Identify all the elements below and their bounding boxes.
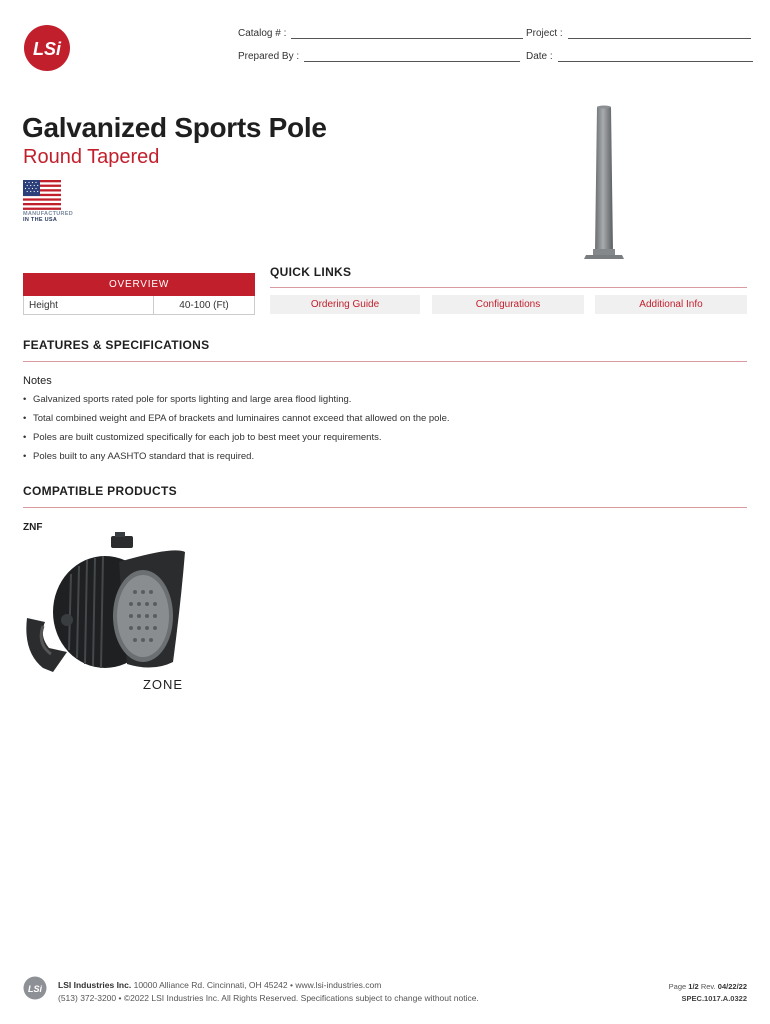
overview-row-height: [23, 296, 255, 315]
note-text: Galvanized sports rated pole for sports lighting and large area flood lighting.: [33, 394, 352, 405]
notes-list: [23, 394, 450, 470]
bullet: •: [23, 432, 27, 443]
list-item: [23, 394, 450, 413]
project-field: [526, 27, 751, 39]
note-text: Poles are built customized specifically for each job to best meet your requirements.: [33, 432, 382, 443]
page-label: Page: [668, 982, 687, 991]
znf-label: ZNF: [23, 522, 43, 533]
project-label: Project :: [526, 28, 563, 39]
svg-text:LSi: LSi: [27, 984, 43, 994]
footer-address-text: 10000 Alliance Rd. Cincinnati, OH 45242 • www.lsi-industries.com: [133, 980, 382, 990]
zone-brand-text: ZONE: [142, 677, 184, 692]
ordering-guide-link[interactable]: Ordering Guide: [270, 295, 420, 314]
bullet: •: [23, 413, 27, 424]
features-heading: FEATURES & SPECIFICATIONS: [23, 338, 210, 352]
footer-page-info: [669, 982, 747, 991]
bullet: •: [23, 451, 27, 462]
footer-company: LSI Industries Inc.: [58, 980, 132, 990]
list-item: [23, 432, 450, 451]
note-text: Poles built to any AASHTO standard that is required.: [33, 451, 255, 462]
overview-label: Height: [24, 296, 154, 314]
lsi-logo-icon: [23, 24, 71, 72]
svg-text:LSi: LSi: [32, 39, 62, 59]
made-line-1: MANUFACTURED: [23, 211, 74, 217]
catalog-input-line[interactable]: [291, 27, 523, 39]
additional-info-link[interactable]: Additional Info: [595, 295, 747, 314]
catalog-field: [238, 27, 523, 39]
notes-label: Notes: [23, 375, 52, 387]
product-title: Galvanized Sports Pole: [22, 112, 327, 143]
prepared-label: Prepared By :: [238, 51, 300, 62]
usa-flag-icon: [23, 180, 61, 210]
project-input-line[interactable]: [568, 27, 751, 39]
date-input-line[interactable]: [558, 50, 753, 62]
bullet: •: [23, 394, 27, 405]
footer-lsi-logo-icon: [23, 976, 47, 1000]
note-text: Total combined weight and EPA of brackets and luminaires cannot exceed that allowed on the pole.: [33, 413, 450, 424]
date-label: Date :: [526, 51, 553, 62]
quick-links-heading: QUICK LINKS: [270, 265, 352, 279]
compatible-heading: COMPATIBLE PRODUCTS: [23, 484, 177, 498]
date-field: [526, 50, 753, 62]
prepared-input-line[interactable]: [304, 50, 520, 62]
configurations-link[interactable]: Configurations: [432, 295, 584, 314]
footer-spec-code: SPEC.1017.A.0322: [681, 994, 747, 1003]
pole-image: [584, 105, 626, 265]
list-item: [23, 451, 450, 470]
footer-copyright: (513) 372-3200 • ©2022 LSI Industries Inc. All Rights Reserved. Specifications subject to change without notice.: [58, 993, 479, 1003]
product-subtitle: Round Tapered: [23, 146, 160, 168]
made-line-2: IN THE USA: [23, 217, 58, 223]
quick-links-divider: [270, 287, 747, 288]
made-in-usa-text: [23, 211, 73, 223]
footer-address: [58, 980, 381, 990]
list-item: [23, 413, 450, 432]
page-value: 1/2: [688, 982, 699, 991]
znf-luminaire-image[interactable]: [23, 532, 188, 692]
catalog-label: Catalog # :: [238, 28, 287, 39]
rev-value: 04/22/22: [717, 982, 747, 991]
overview-value: 40-100 (Ft): [179, 299, 229, 311]
features-divider: [23, 361, 747, 362]
rev-label: Rev.: [700, 982, 716, 991]
compatible-divider: [23, 507, 747, 508]
overview-heading: OVERVIEW: [23, 273, 255, 296]
prepared-field: [238, 50, 520, 62]
